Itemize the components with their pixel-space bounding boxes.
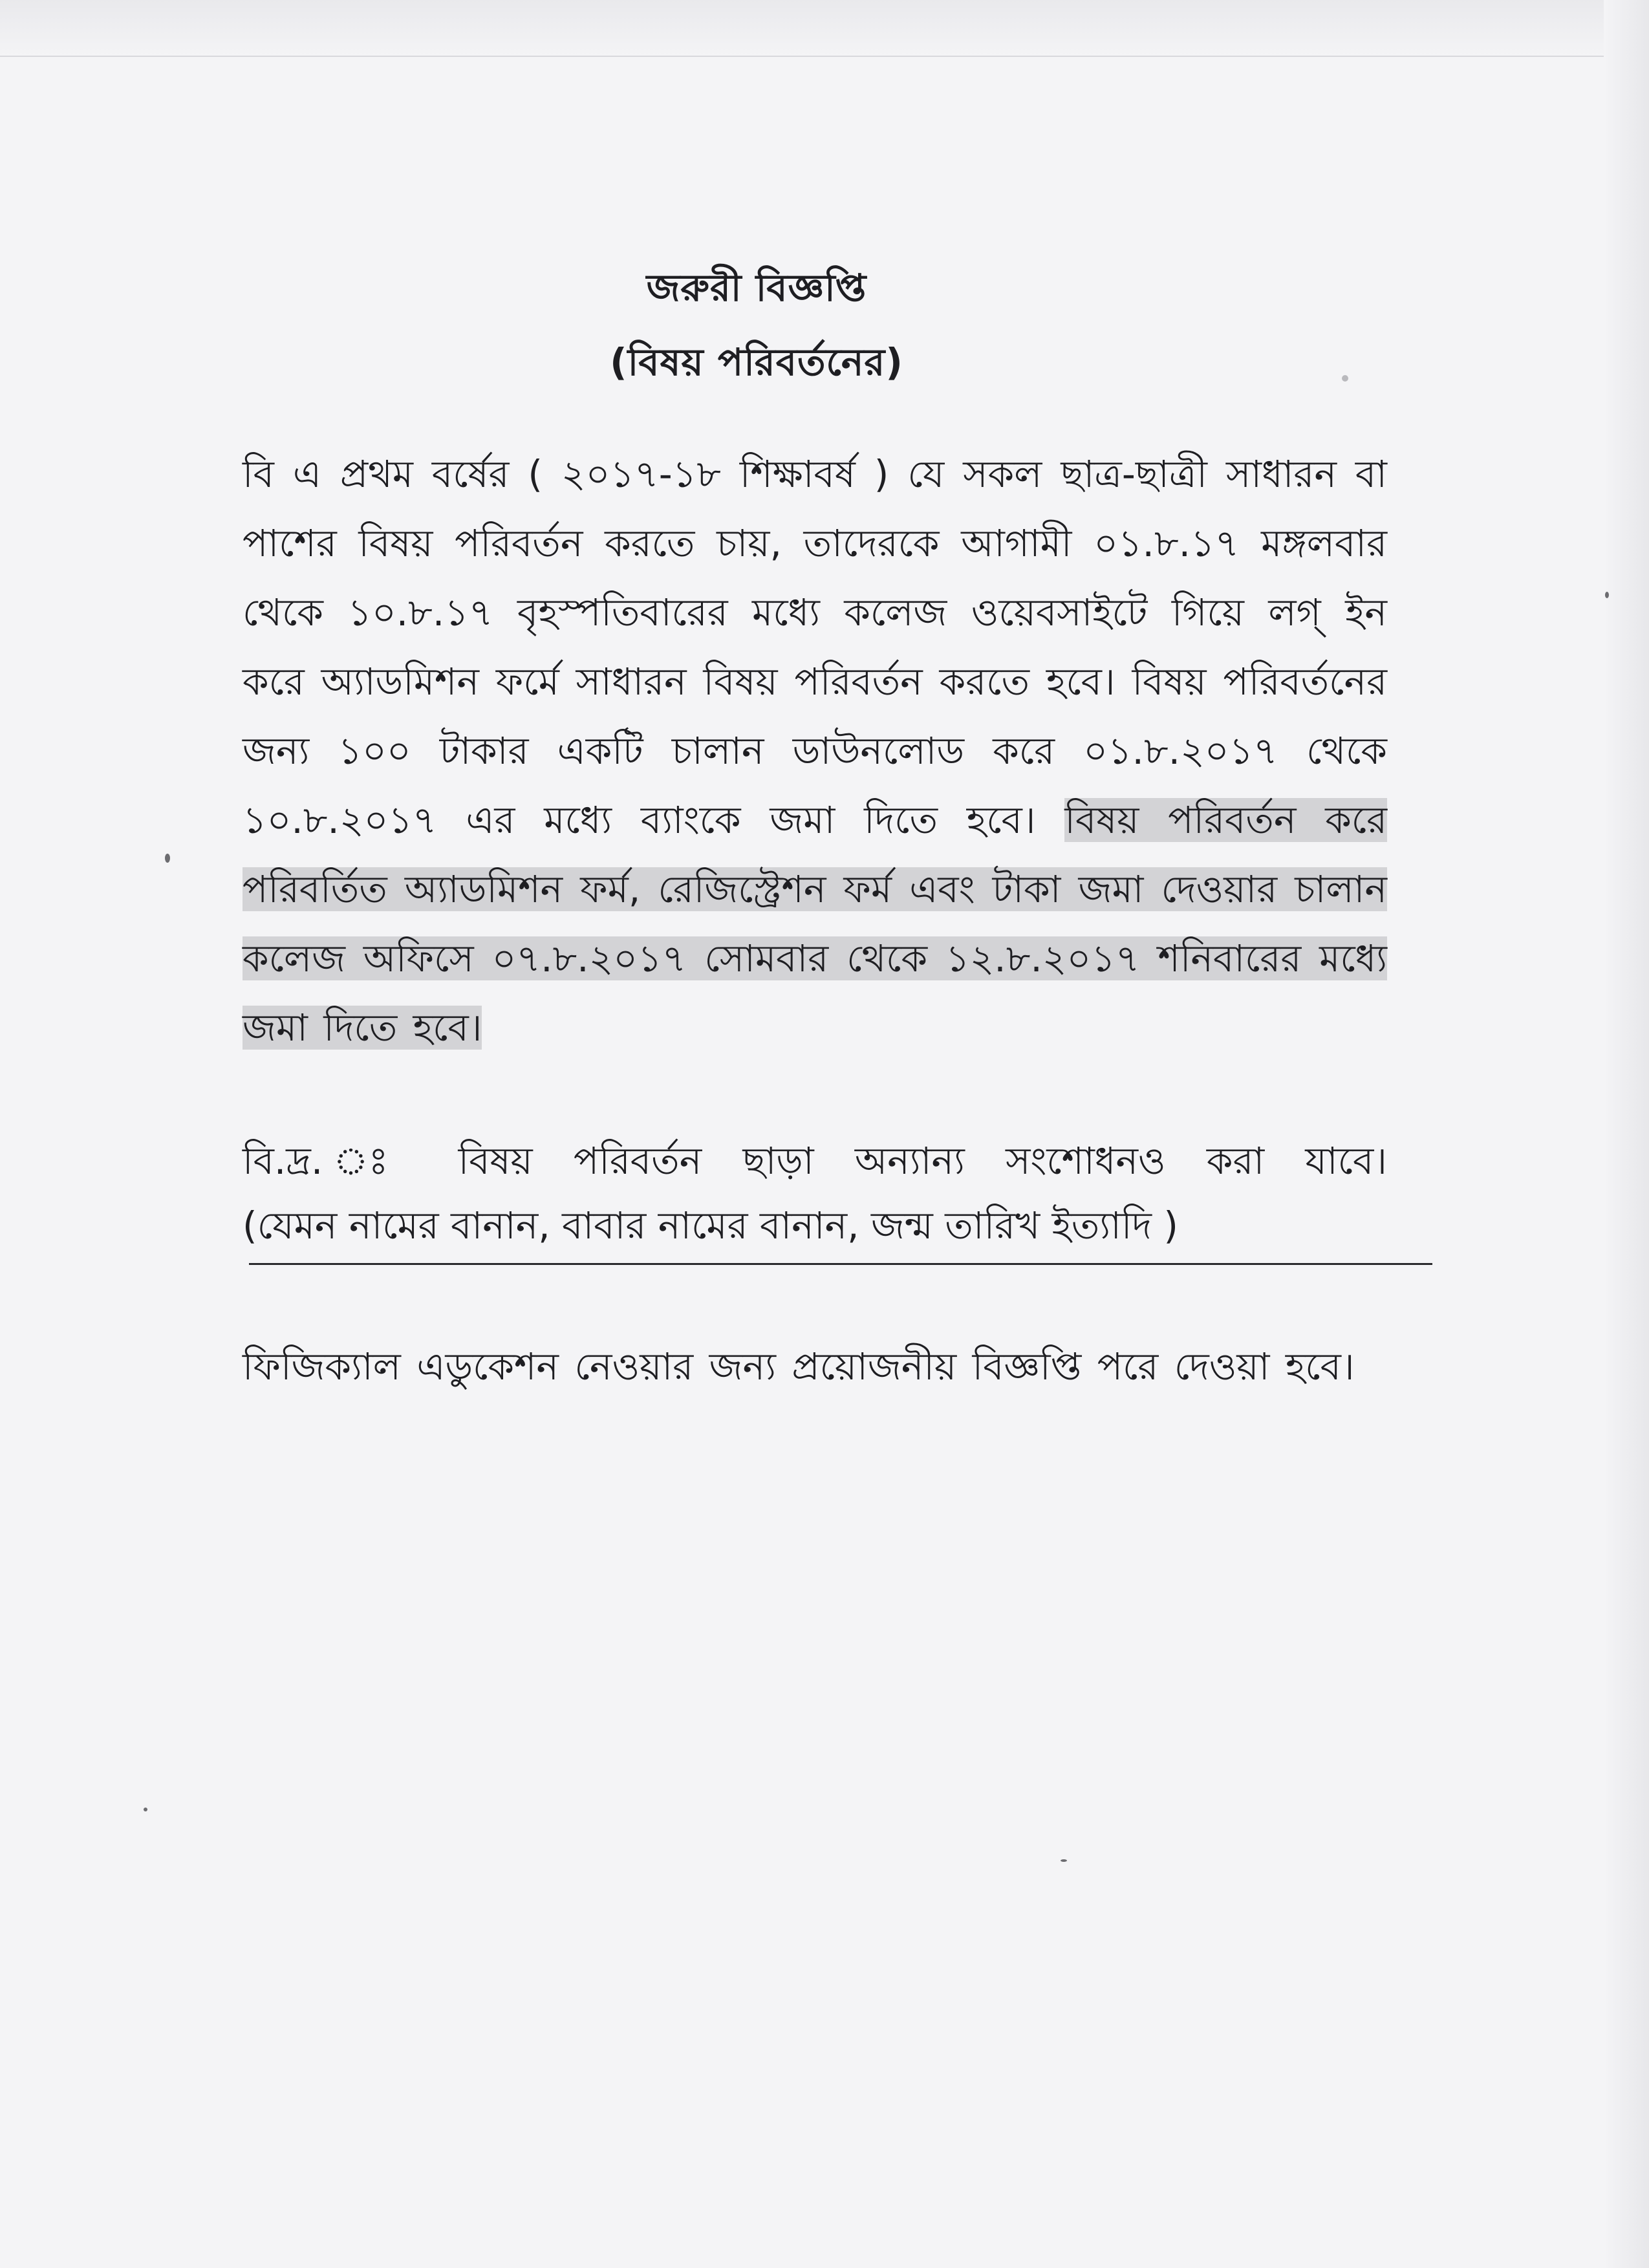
- scan-speck: [1061, 1859, 1067, 1862]
- note-block: [242, 1129, 1387, 1258]
- scan-speck: [1342, 375, 1348, 382]
- scan-speck: [1605, 592, 1609, 598]
- scan-speck: [144, 1808, 147, 1811]
- notice-main-paragraph: [242, 440, 1387, 1063]
- highlighted-instruction: বিষয় পরিবর্তন করে পরিবর্তিত অ্যাডমিশন ফর্ম, রেজিস্ট্রেশন ফর্ম এবং টাকা জমা দেওয়ার চালান কলেজ অফিসে ০৭.৮.২০১৭ সোমবার থেকে ১২.৮.২০১৭ শনিবারের মধ্যে জমা দিতে হবে।: [242, 798, 1388, 1050]
- main-paragraph-text: বি এ প্রথম বর্ষের ( ২০১৭-১৮ শিক্ষাবর্ষ ) যে সকল ছাত্র-ছাত্রী সাধারন বা পাশের বিষয় পরিবর্তন করতে চায়, তাদেরকে আগামী ০১.৮.১৭ মঙ্গলবার থেকে ১০.৮.১৭ বৃহস্পতিবারের মধ্যে কলেজ ওয়েবসাইটে গিয়ে লগ্‌ ইন করে অ্যাডমিশন ফর্মে সাধারন বিষয় পরিবর্তন করতে হবে। বিষয় পরিবর্তনের জন্য ১০০ টাকার একটি চালান ডাউনলোড করে ০১.৮.২০১৭ থেকে ১০.৮.২০১৭ এর মধ্যে ব্যাংকে জমা দিতে হবে।: [242, 452, 1387, 842]
- scan-speck: [165, 854, 170, 863]
- note-examples: (যেমন নামের বানান, বাবার নামের বানান, জন্ম তারিখ ইত্যাদি ): [242, 1204, 1179, 1247]
- notice-subtitle: (বিষয় পরিবর্তনের): [610, 340, 903, 384]
- note-line: বি.দ্র. ঃ বিষয় পরিবর্তন ছাড়া অন্যান্য সংশোধনও করা যাবে।: [242, 1139, 1387, 1183]
- page-edge-line: [0, 56, 1604, 57]
- physical-education-notice: ফিজিক্যাল এডুকেশন নেওয়ার জন্য প্রয়োজনীয় বিজ্ঞপ্তি পরে দেওয়া হবে।: [242, 1345, 1355, 1388]
- notice-title: জরুরী বিজ্ঞপ্তি: [646, 266, 867, 310]
- scan-edge-right: [1604, 0, 1649, 2268]
- divider-rule: [249, 1263, 1432, 1265]
- scan-edge-top: [0, 0, 1649, 57]
